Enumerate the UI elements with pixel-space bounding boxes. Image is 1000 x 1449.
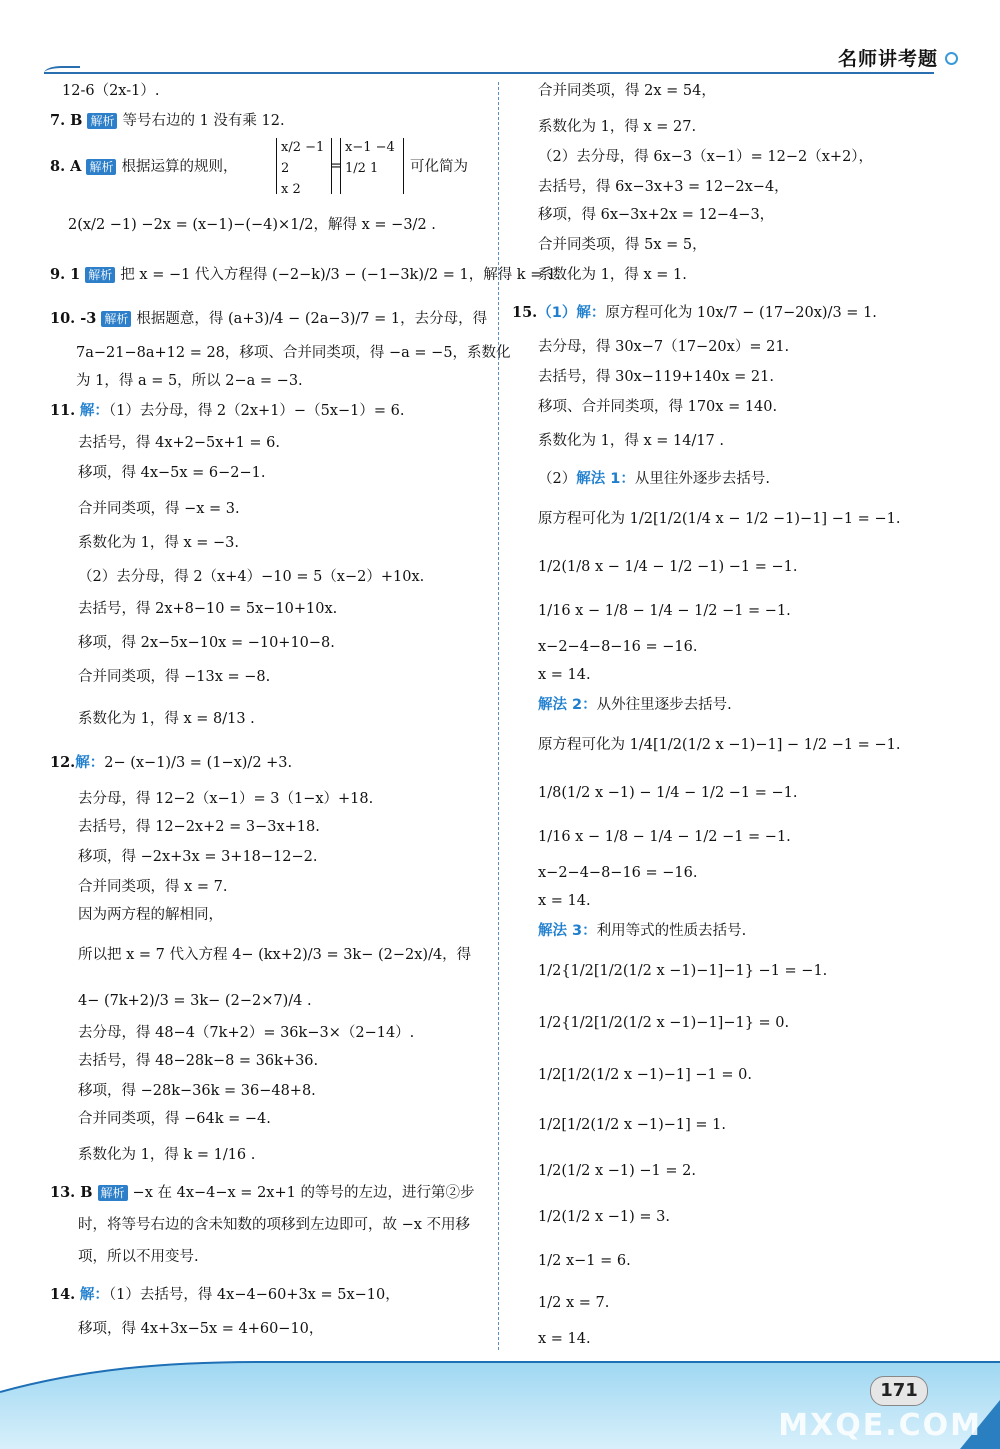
- answer-text: （1）去分母，得 2（2x+1）−（5x−1）= 6.: [108, 403, 405, 419]
- question-number: 7. B: [50, 112, 83, 129]
- watermark: MXQE.COM: [778, 1408, 982, 1443]
- text-line: 系数化为 1，得 x = 1.: [538, 267, 687, 283]
- text-line: x−2−4−8−16 = −16.: [538, 865, 698, 881]
- answer-text: −x 在 4x−4−x = 2x+1 的等号的左边，进行第②步: [132, 1185, 475, 1201]
- answer-text: 根据题意，得 (a+3)/4 − (2a−3)/7 = 1，去分母，得: [136, 311, 488, 327]
- text-line: 1/2 x−1 = 6.: [538, 1253, 631, 1269]
- text-line: 去分母，得 30x−7（17−20x）= 21.: [538, 339, 790, 355]
- question-number: 10. -3: [50, 310, 97, 327]
- method-1-heading: [538, 470, 770, 489]
- text-line: 移项，得 2x−5x−10x = −10+10−8.: [78, 635, 335, 651]
- solution-label: 解：: [79, 403, 109, 419]
- text-line: 系数化为 1，得 x = −3.: [78, 535, 239, 551]
- text-line: 去括号，得 6x−3x+3 = 12−2x−4，: [538, 179, 789, 195]
- determinant-left: [276, 138, 332, 197]
- method-3-heading: [538, 922, 746, 941]
- text-line: 时，将等号右边的含未知数的项移到左边即可，故 −x 不用移: [78, 1217, 471, 1233]
- text-line: 移项，得 4x+3x−5x = 4+60−10，: [78, 1321, 324, 1337]
- text-line: 1/2[1/2(1/2 x −1)−1] = 1.: [538, 1117, 726, 1133]
- text-line: 为 1，得 a = 5，所以 2−a = −3.: [76, 373, 303, 389]
- text-line: 合并同类项，得 x = 7.: [78, 879, 228, 895]
- method-label: 解法 3：: [538, 923, 597, 939]
- question-number: 13. B: [50, 1184, 93, 1201]
- determinant-right: [340, 138, 404, 194]
- answer-text: 可化简为: [410, 159, 468, 175]
- text-line: 系数化为 1，得 x = 14/17 .: [538, 433, 724, 449]
- text-line: 去分母，得 48−4（7k+2）= 36k−3×（2−14）.: [78, 1025, 415, 1041]
- question-number: 8. A: [50, 158, 82, 175]
- text-line: 去括号，得 48−28k−8 = 36k+36.: [78, 1053, 319, 1069]
- page-number: 171: [870, 1376, 928, 1406]
- answer-text: 等号右边的 1 没有乘 12.: [122, 113, 285, 129]
- question-number: 9. 1: [50, 266, 81, 283]
- method-text: 利用等式的性质去括号.: [596, 923, 747, 939]
- text-line: 1/2(1/2 x −1) −1 = 2.: [538, 1163, 696, 1179]
- text-line: 移项，得 6x−3x+2x = 12−4−3，: [538, 207, 775, 223]
- text-line: 所以把 x = 7 代入方程 4− (kx+2)/3 = 3k− (2−2x)/4，得: [78, 947, 472, 963]
- answer-text: 2− (x−1)/3 = (1−x)/2 +3.: [104, 755, 293, 771]
- solution-label: 解：: [79, 1287, 109, 1303]
- answer-text: 原方程可化为 10x/7 − (17−20x)/3 = 1.: [605, 305, 877, 321]
- question-number: 15.: [512, 304, 538, 321]
- answer-8: [50, 158, 237, 177]
- method-text: 从里往外逐步去括号.: [634, 471, 770, 487]
- header-rule: [44, 72, 934, 74]
- text-line: 去分母，得 12−2（x−1）= 3（1−x）+18.: [78, 791, 374, 807]
- text-line: x−2−4−8−16 = −16.: [538, 639, 698, 655]
- answer-text: （1）去括号，得 4x−4−60+3x = 5x−10，: [108, 1287, 400, 1303]
- text-line: 合并同类项，得 2x = 54，: [538, 83, 716, 99]
- method-label: 解法 1：: [576, 471, 635, 487]
- solution-label: （1）解：: [537, 305, 606, 321]
- text-line: 合并同类项，得 −x = 3.: [78, 501, 240, 517]
- question-number: 14.: [50, 1286, 76, 1303]
- text-line: 移项、合并同类项，得 170x = 140.: [538, 399, 778, 415]
- text-line: x = 14.: [538, 1331, 591, 1347]
- question-number: 12.: [50, 754, 76, 771]
- answer-9: [50, 266, 561, 285]
- text-line: 合并同类项，得 −64k = −4.: [78, 1111, 271, 1127]
- text-line: 移项，得 −2x+3x = 3+18−12−2.: [78, 849, 318, 865]
- text-line: 移项，得 4x−5x = 6−2−1.: [78, 465, 266, 481]
- text-line: 因为两方程的解相同，: [78, 907, 223, 923]
- answer-15: [512, 304, 877, 323]
- answer-text: 根据运算的规则，: [121, 159, 238, 175]
- answer-14: [50, 1286, 400, 1305]
- det-row: x 2: [281, 181, 301, 197]
- answer-7: [50, 112, 285, 131]
- answer-13: [50, 1184, 474, 1203]
- text-line: 1/2 x = 7.: [538, 1295, 610, 1311]
- analysis-tag: 解析: [87, 113, 117, 129]
- text-line: 1/2{1/2[1/2(1/2 x −1)−1]−1} −1 = −1.: [538, 963, 828, 979]
- text-line: x = 14.: [538, 893, 591, 909]
- det-row: x−1 −4: [345, 140, 395, 155]
- part-label: （2）: [538, 471, 577, 487]
- text-line: 项，所以不用变号.: [78, 1249, 199, 1265]
- text-line: （2）去分母，得 2（x+4）−10 = 5（x−2）+10x.: [78, 569, 425, 585]
- text-line: 1/2[1/2(1/2 x −1)−1] −1 = 0.: [538, 1067, 752, 1083]
- det-row: 1/2 1: [345, 160, 379, 176]
- analysis-tag: 解析: [86, 159, 116, 175]
- text-line: x = 14.: [538, 667, 591, 683]
- method-label: 解法 2：: [538, 697, 597, 713]
- analysis-tag: 解析: [98, 1185, 128, 1201]
- text-line: 合并同类项，得 −13x = −8.: [78, 669, 271, 685]
- text-line: 去括号，得 4x+2−5x+1 = 6.: [78, 435, 281, 451]
- text-line: 原方程可化为 1/4[1/2(1/2 x −1)−1] − 1/2 −1 = −1.: [538, 737, 901, 753]
- text-line: 移项，得 −28k−36k = 36−48+8.: [78, 1083, 316, 1099]
- answer-10: [50, 310, 487, 329]
- equals-sign: =: [330, 158, 342, 174]
- text-line: 2(x/2 −1) −2x = (x−1)−(−4)×1/2，解得 x = −3/2 .: [68, 217, 436, 233]
- answer-text: 把 x = −1 代入方程得 (−2−k)/3 − (−1−3k)/2 = 1，解得 k = 1.: [120, 267, 561, 283]
- text-line: 4− (7k+2)/3 = 3k− (2−2×7)/4 .: [78, 993, 312, 1009]
- solution-label: 解：: [75, 755, 105, 771]
- answer-12: [50, 754, 292, 773]
- det-row: x/2 −1 2: [281, 140, 325, 176]
- method-2-heading: [538, 696, 732, 715]
- method-text: 从外往里逐步去括号.: [596, 697, 732, 713]
- text-line: 去括号，得 12−2x+2 = 3−3x+18.: [78, 819, 320, 835]
- text-line: 去括号，得 30x−119+140x = 21.: [538, 369, 774, 385]
- text-line: 12-6（2x-1）.: [62, 83, 160, 99]
- text-line: 原方程可化为 1/2[1/2(1/4 x − 1/2 −1)−1] −1 = −1.: [538, 511, 901, 527]
- text-line: 系数化为 1，得 x = 8/13 .: [78, 711, 255, 727]
- text-line: 系数化为 1，得 k = 1/16 .: [78, 1147, 256, 1163]
- text-line: 1/16 x − 1/8 − 1/4 − 1/2 −1 = −1.: [538, 603, 791, 619]
- text-line: 合并同类项，得 5x = 5，: [538, 237, 707, 253]
- text-line: 1/8(1/2 x −1) − 1/4 − 1/2 −1 = −1.: [538, 785, 798, 801]
- text-line: 1/2(1/8 x − 1/4 − 1/2 −1) −1 = −1.: [538, 559, 798, 575]
- header-title: 名师讲考题: [837, 48, 938, 70]
- text-line: （2）去分母，得 6x−3（x−1）= 12−2（x+2），: [538, 149, 874, 165]
- text-line: 1/2{1/2[1/2(1/2 x −1)−1]−1} = 0.: [538, 1015, 790, 1031]
- analysis-tag: 解析: [85, 267, 115, 283]
- text-line: 1/2(1/2 x −1) = 3.: [538, 1209, 670, 1225]
- answer-11: [50, 402, 404, 421]
- text-line: 去括号，得 2x+8−10 = 5x−10+10x.: [78, 601, 338, 617]
- question-number: 11.: [50, 402, 76, 419]
- text-line: 系数化为 1，得 x = 27.: [538, 119, 697, 135]
- text-line: 1/16 x − 1/8 − 1/4 − 1/2 −1 = −1.: [538, 829, 791, 845]
- header-dot-icon: [945, 52, 958, 65]
- analysis-tag: 解析: [101, 311, 131, 327]
- text-line: 7a−21−8a+12 = 28，移项、合并同类项，得 −a = −5，系数化: [76, 345, 511, 361]
